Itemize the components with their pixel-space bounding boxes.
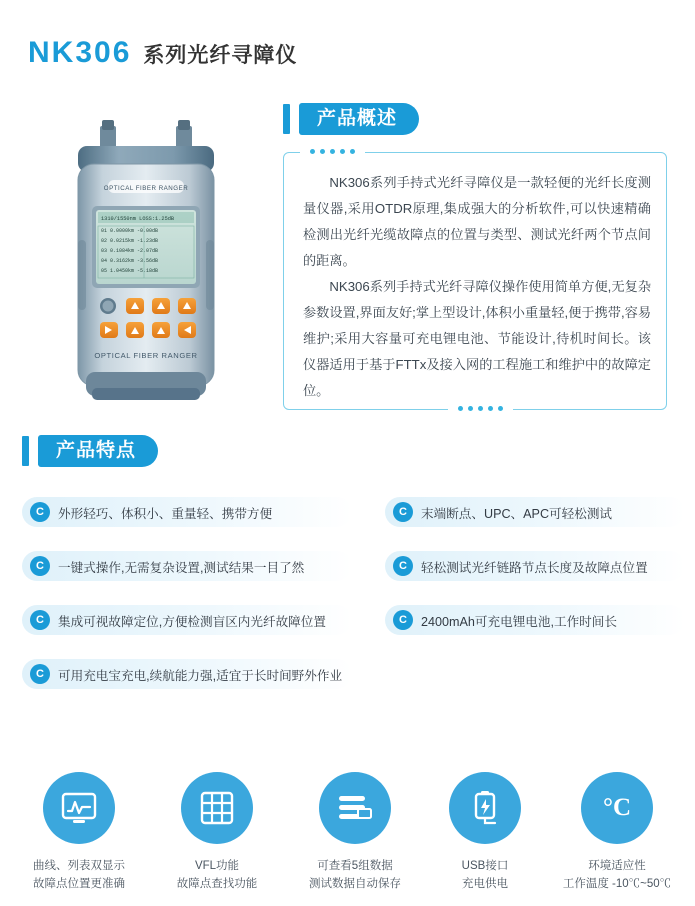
spec-caption-line1: 曲线、列表双显示 [33,860,125,872]
spec-caption-line2: 故障点位置更准确 [33,878,125,890]
svg-text:OPTICAL FIBER RANGER: OPTICAL FIBER RANGER [103,185,189,192]
heading-accent-bar [22,436,29,466]
feature-label: 集成可视故障定位,方便检测盲区内光纤故障位置 [58,614,326,629]
features-heading-label: 产品特点 [38,435,158,467]
page-title-rest: 系列光纤寻障仪 [143,44,298,67]
spec-icon-cell [420,772,550,893]
feature-label: 末端断点、UPC、APC可轻松测试 [421,506,613,521]
svg-text:OPTICAL FIBER RANGER: OPTICAL FIBER RANGER [94,351,198,360]
spec-caption-line1: 环境适应性 [588,860,646,872]
feature-bullet-icon: C [393,610,413,630]
grid-vfl-icon [181,772,253,844]
feature-label: 轻松测试光纤链路节点长度及故障点位置 [421,560,648,575]
feature-bullet-icon: C [393,556,413,576]
spec-caption-line2: 故障点查找功能 [176,878,258,890]
svg-text:1310/1550nm LOSS:1.25dB: 1310/1550nm LOSS:1.25dB [101,216,175,222]
heading-accent-bar [283,104,290,134]
overview-heading [283,100,419,138]
overview-text [303,170,651,404]
feature-item [385,605,685,635]
spec-icon-cell [14,772,144,893]
spec-caption-line2: 测试数据自动保存 [309,878,401,890]
feature-item [22,497,352,527]
overview-dots-top [300,149,365,154]
temperature-glyph: °C [602,794,632,821]
spec-caption-line1: 可查看5组数据 [317,860,393,872]
spec-icon-cell [552,772,682,893]
overview-paragraph-2: NK306系列手持式光纤寻障仪操作使用简单方便,无复杂参数设置,界面友好;掌上型设计,体积小重量轻,便于携带,容易维护;采用大容量可充电锂电池、节能设计,待机时间长。该仪器适用于基于FTTx及接入网的工程施工和维护中的故障定位。 [303,279,652,398]
feature-label: 2400mAh可充电锂电池,工作时间长 [421,614,617,629]
feature-bullet-icon: C [30,556,50,576]
feature-label: 一键式操作,无需复杂设置,测试结果一目了然 [58,560,305,575]
overview-paragraph-1: NK306系列手持式光纤寻障仪是一款轻便的光纤长度测量仪器,采用OTDR原理,集成强大的分析软件,可以快速精确检测出光纤光缆故障点的位置与类型、测试光纤两个节点间的距离。 [303,175,651,268]
waveform-chart-icon [43,772,115,844]
spec-caption-line1: VFL功能 [194,860,240,872]
page-title-model: NK306 [28,36,132,69]
feature-item [385,551,685,581]
feature-bullet-icon: C [30,664,50,684]
features-heading [22,432,158,470]
feature-label: 外形轻巧、体积小、重量轻、携带方便 [58,506,273,521]
feature-bullet-icon: C [393,502,413,522]
product-illustration [56,120,256,410]
product-image [56,120,256,410]
svg-text:02 0.0215km -1.23dB: 02 0.0215km -1.23dB [101,238,159,244]
spec-caption-line2: 充电供电 [462,878,508,890]
page-title [28,36,297,70]
svg-text:03 0.1084km -2.07dB: 03 0.1084km -2.07dB [101,248,159,254]
svg-text:04 0.3162km -3.56dB: 04 0.3162km -3.56dB [101,258,159,264]
feature-item [22,551,352,581]
spec-icon-cell [152,772,282,893]
overview-dots-bottom [448,406,513,411]
overview-heading-label: 产品概述 [299,103,419,135]
data-layers-icon [319,772,391,844]
spec-caption-line2: 工作温度 -10℃~50℃ [562,878,672,890]
feature-bullet-icon: C [30,610,50,630]
feature-bullet-icon: C [30,502,50,522]
spec-caption-line1: USB接口 [461,860,509,872]
svg-text:05 1.0450km -5.18dB: 05 1.0450km -5.18dB [101,268,159,274]
feature-item [385,497,685,527]
feature-item [22,605,352,635]
feature-item [22,659,352,689]
usb-charge-icon [449,772,521,844]
temperature-icon [581,772,653,844]
feature-label: 可用充电宝充电,续航能力强,适宜于长时间野外作业 [58,668,343,683]
svg-text:01 0.0000km -0.00dB: 01 0.0000km -0.00dB [101,228,159,234]
spec-icon-cell [290,772,420,893]
